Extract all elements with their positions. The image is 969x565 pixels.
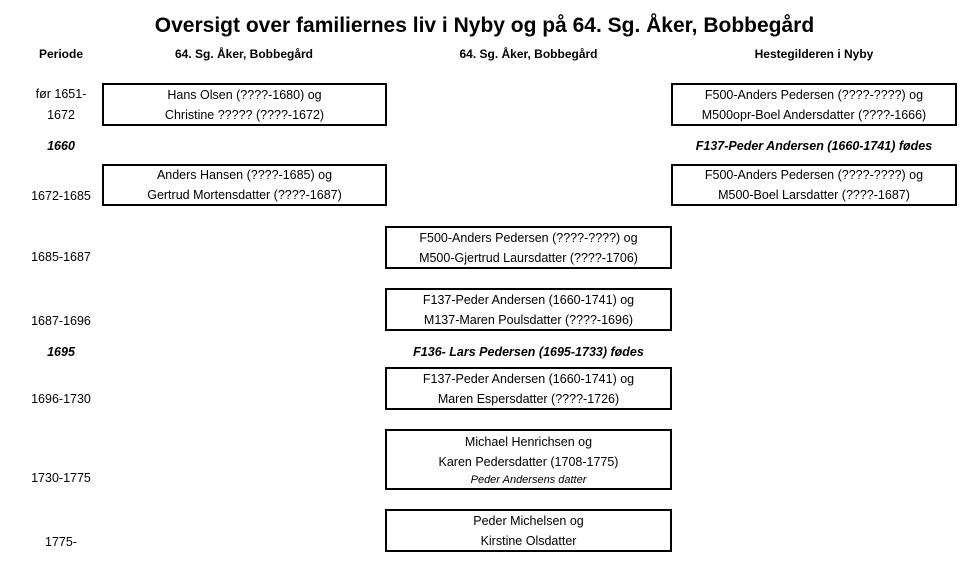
family-line: F500-Anders Pedersen (????-????) og [704,87,924,102]
family-line: M500-Gjertrud Laursdatter (????-1706) [419,250,638,265]
header-col3: Hestegilderen i Nyby [754,47,874,61]
period-label: 1775- [45,535,77,549]
family-line: M500-Boel Larsdatter (????-1687) [718,188,910,202]
period-label: 1687-1696 [31,314,91,328]
header-col1: 64. Sg. Åker, Bobbegård [174,47,314,61]
diagram-title: Oversigt over familiernes liv i Nyby og på 64. Sg. Åker, Bobbegård [154,14,815,37]
family-line: Christine ????? (????-1672) [164,107,325,122]
period-label [18,84,104,126]
family-box [385,288,672,331]
header-col2: 64. Sg. Åker, Bobbegård [459,47,598,61]
family-line: Gertrud Mortensdatter (????-1687) [147,188,342,202]
family-line: Kirstine Olsdatter [480,533,577,548]
event-birth: F136- Lars Pedersen (1695-1733) fødes [413,345,644,359]
family-box [671,83,957,126]
family-line: Peder Michelsen og [473,513,584,528]
family-note: Peder Andersens datter [470,473,587,486]
family-line: F500-Anders Pedersen (????-????) og [419,230,638,245]
family-box [671,164,957,206]
family-line: F137-Peder Andersen (1660-1741) og [422,371,635,386]
family-box [385,226,672,269]
year-label: 1695 [47,345,75,359]
family-line: M500opr-Boel Andersdatter (????-1666) [701,107,927,122]
family-box [102,164,387,206]
period-label: 1696-1730 [31,392,91,406]
period-label: 1685-1687 [31,250,91,264]
family-box [385,509,672,552]
family-box [385,429,672,490]
family-box [385,367,672,410]
year-label: 1660 [47,139,75,153]
family-line: M137-Maren Poulsdatter (????-1696) [423,312,634,327]
family-line: Maren Espersdatter (????-1726) [437,391,620,406]
family-box [102,83,387,126]
family-line: F500-Anders Pedersen (????-????) og [704,168,924,182]
period-label-line1: før 1651- [35,87,87,101]
family-line: Hans Olsen (????-1680) og [167,87,322,102]
period-label: 1672-1685 [31,189,91,203]
family-line: F137-Peder Andersen (1660-1741) og [422,292,635,307]
family-line: Michael Henrichsen og [464,434,593,449]
period-label-line2: 1672 [47,108,75,122]
family-line: Karen Pedersdatter (1708-1775) [438,454,619,469]
event-birth: F137-Peder Andersen (1660-1741) fødes [695,139,933,153]
family-line: Anders Hansen (????-1685) og [156,168,333,182]
header-periode: Periode [38,47,83,61]
period-label: 1730-1775 [31,471,91,485]
